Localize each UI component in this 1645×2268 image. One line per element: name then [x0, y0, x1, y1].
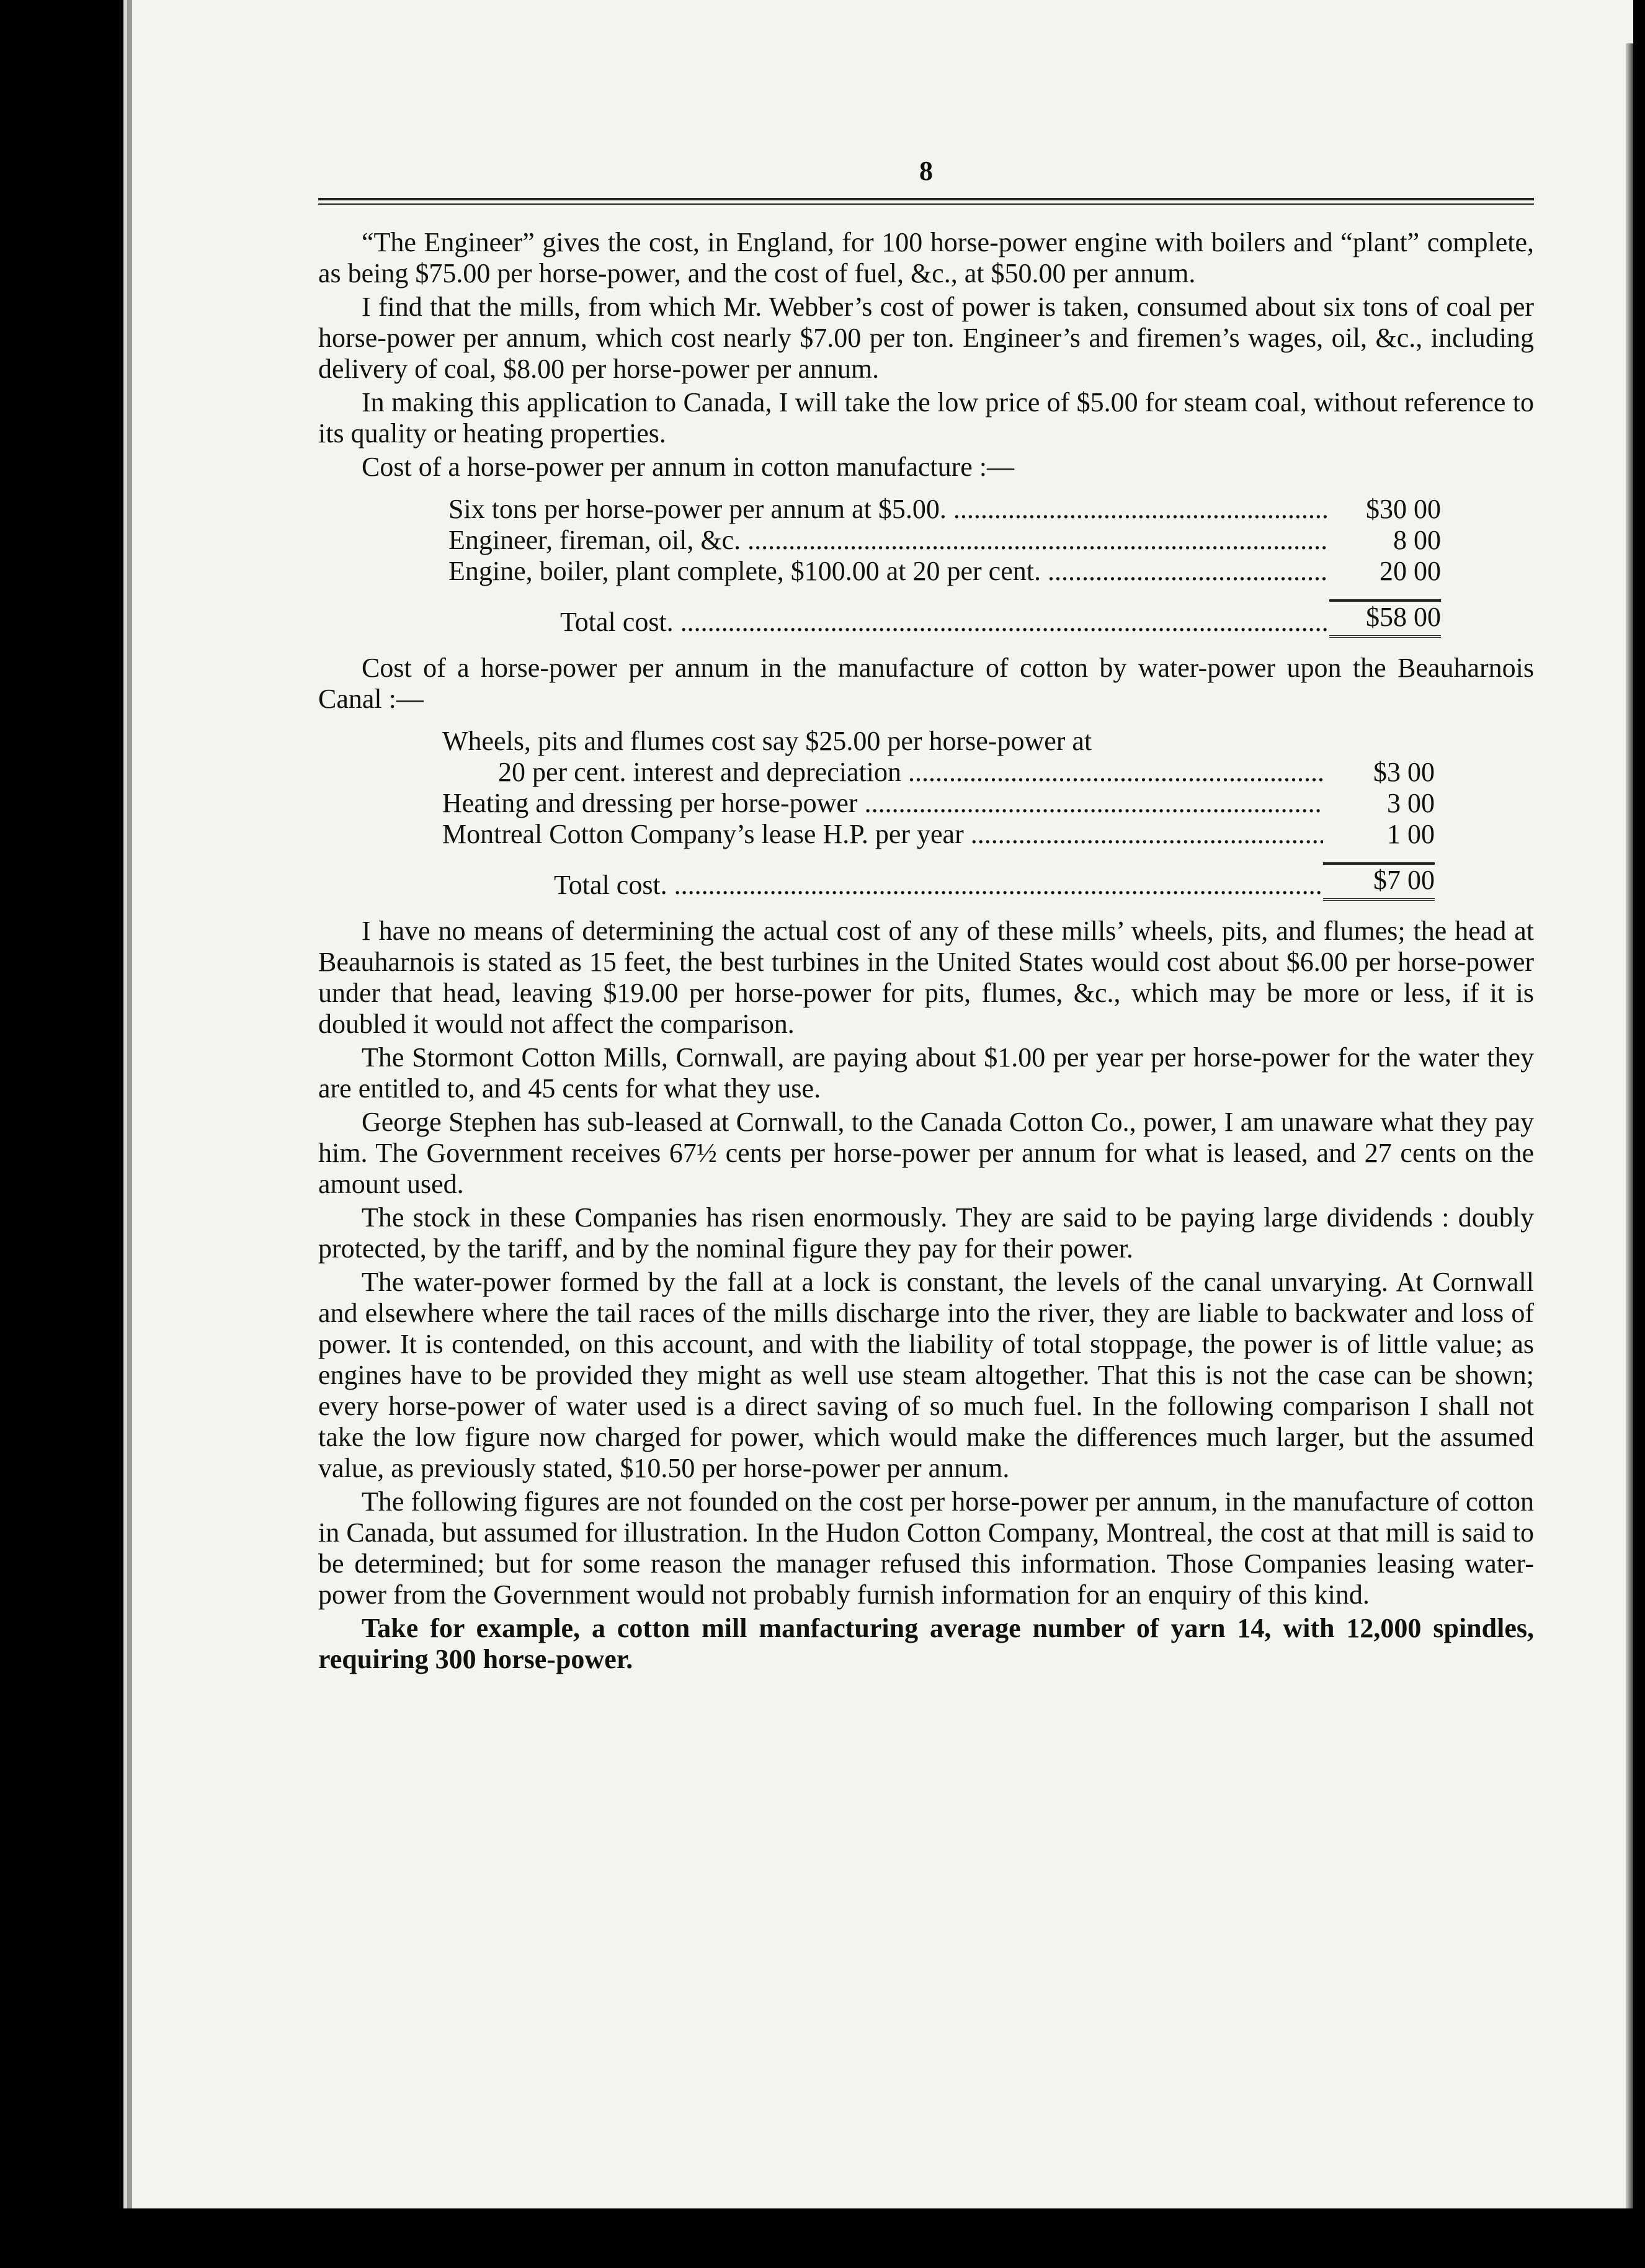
steam-cost-table — [318, 494, 1534, 638]
table-intro: Wheels, pits and flumes cost say $25.00 per horse-power at — [442, 726, 1092, 756]
row-label: 20 per cent. interest and depreciation ..... — [498, 757, 1323, 788]
row-amount: $3 00 — [1373, 757, 1435, 787]
page-number: 8 — [919, 156, 933, 186]
table-row — [448, 525, 1441, 556]
paragraph: I find that the mills, from which Mr. Webber’s cost of power is taken, consumed about six tons of coal per horse-power per annum, which cost nearly $7.00 per ton. Engineer’s and firemen’s wages, oil, &c., including delivery of coal, $8.00 per horse-power per annum. — [318, 292, 1534, 384]
document-page — [127, 0, 1633, 2208]
row-amount: 3 00 — [1387, 788, 1435, 818]
total-label: Total cost. ..... — [554, 870, 1323, 901]
paragraph: The Stormont Cotton Mills, Cornwall, are paying about $1.00 per year per horse-power for the water they are entitled to, and 45 cents for what they use. — [318, 1042, 1534, 1104]
paragraph: I have no means of determining the actual cost of any of these mills’ wheels, pits, and flumes; the head at Beauharnois is stated as 15 feet, the best turbines in the United States would cost about $6.00 per horse-power under that head, leaving $19.00 per horse-power for pits, flumes, &c., which may be more or less, if it is doubled it would not affect the comparison. — [318, 916, 1534, 1039]
paragraph: The water-power formed by the fall at a lock is constant, the levels of the canal unvarying. At Cornwall and elsewhere where the tail races of the mills discharge into the river, they are liable to backwater and loss of power. It is contended, on this account, and with the liability of total stoppage, the power is of little value; as engines have to be provided they might as well use steam altogether. That this is not the case can be shown; every horse-power of water used is a direct saving of so much fuel. In the following comparison I shall not take the low figure now charged for power, which would make the differences much larger, but the assumed value, as previously stated, $10.50 per horse-power per annum. — [318, 1267, 1534, 1483]
table-row — [442, 788, 1435, 819]
table-row — [442, 757, 1435, 788]
table-row — [448, 494, 1441, 525]
paragraph: Cost of a horse-power per annum in cotton manufacture :— — [362, 452, 1015, 482]
paragraph: “The Engineer” gives the cost, in England, for 100 horse-power engine with boilers and “plant” complete, as being $75.00 per horse-power, and the cost of fuel, &c., at $50.00 per annum. — [318, 227, 1534, 288]
row-amount: 8 00 — [1393, 525, 1441, 555]
paragraph: In making this application to Canada, I will take the low price of $5.00 for steam coal, without reference to its quality or heating properties. — [318, 387, 1534, 449]
paragraph: The stock in these Companies has risen enormously. They are said to be paying large dividends : doubly protected, by the tariff, and by the nominal figure they pay for their power. — [318, 1202, 1534, 1264]
paragraph: George Stephen has sub-leased at Cornwall, to the Canada Cotton Co., power, I am unaware what they pay him. The Government receives 67½ cents per horse-power per annum for what is leased, and 27 cents on the amount used. — [318, 1107, 1534, 1199]
page-content — [318, 155, 1534, 1677]
header-rule — [318, 198, 1534, 205]
row-amount: 20 00 — [1380, 556, 1441, 586]
page-fold-edge — [1626, 43, 1633, 2208]
total-amount: $58 00 — [1329, 599, 1441, 638]
table-row — [442, 819, 1435, 850]
row-label: Six tons per horse-power per annum at $5.00. ..... — [448, 494, 1329, 525]
total-label: Total cost. ..... — [560, 607, 1329, 638]
total-row — [442, 862, 1435, 901]
row-label: Engine, boiler, plant complete, $100.00 at 20 per cent. ..... — [448, 556, 1329, 587]
paragraph: The following figures are not founded on the cost per horse-power per annum, in the manufacture of cotton in Canada, but assumed for illustration. In the Hudon Cotton Company, Montreal, the cost at that mill is said to be determined; but for some reason the manager refused this information. Those Companies leasing water-power from the Government would not probably furnish information for an enquiry of this kind. — [318, 1486, 1534, 1610]
row-amount: $30 00 — [1366, 494, 1441, 524]
row-label: Engineer, fireman, oil, &c. ..... — [448, 525, 1329, 556]
water-cost-table — [318, 726, 1534, 901]
table-row — [448, 556, 1441, 587]
paragraph: Take for example, a cotton mill manfacturing average number of yarn 14, with 12,000 spindles, requiring 300 horse-power. — [318, 1613, 1534, 1674]
row-label: Montreal Cotton Company’s lease H.P. per year ..... — [442, 819, 1323, 850]
row-label: Heating and dressing per horse-power ..... — [442, 788, 1323, 819]
paragraph: Cost of a horse-power per annum in the manufacture of cotton by water-power upon the Beauharnois Canal :— — [318, 653, 1534, 714]
row-amount: 1 00 — [1387, 819, 1435, 849]
total-row — [448, 599, 1441, 638]
total-amount: $7 00 — [1323, 862, 1435, 901]
